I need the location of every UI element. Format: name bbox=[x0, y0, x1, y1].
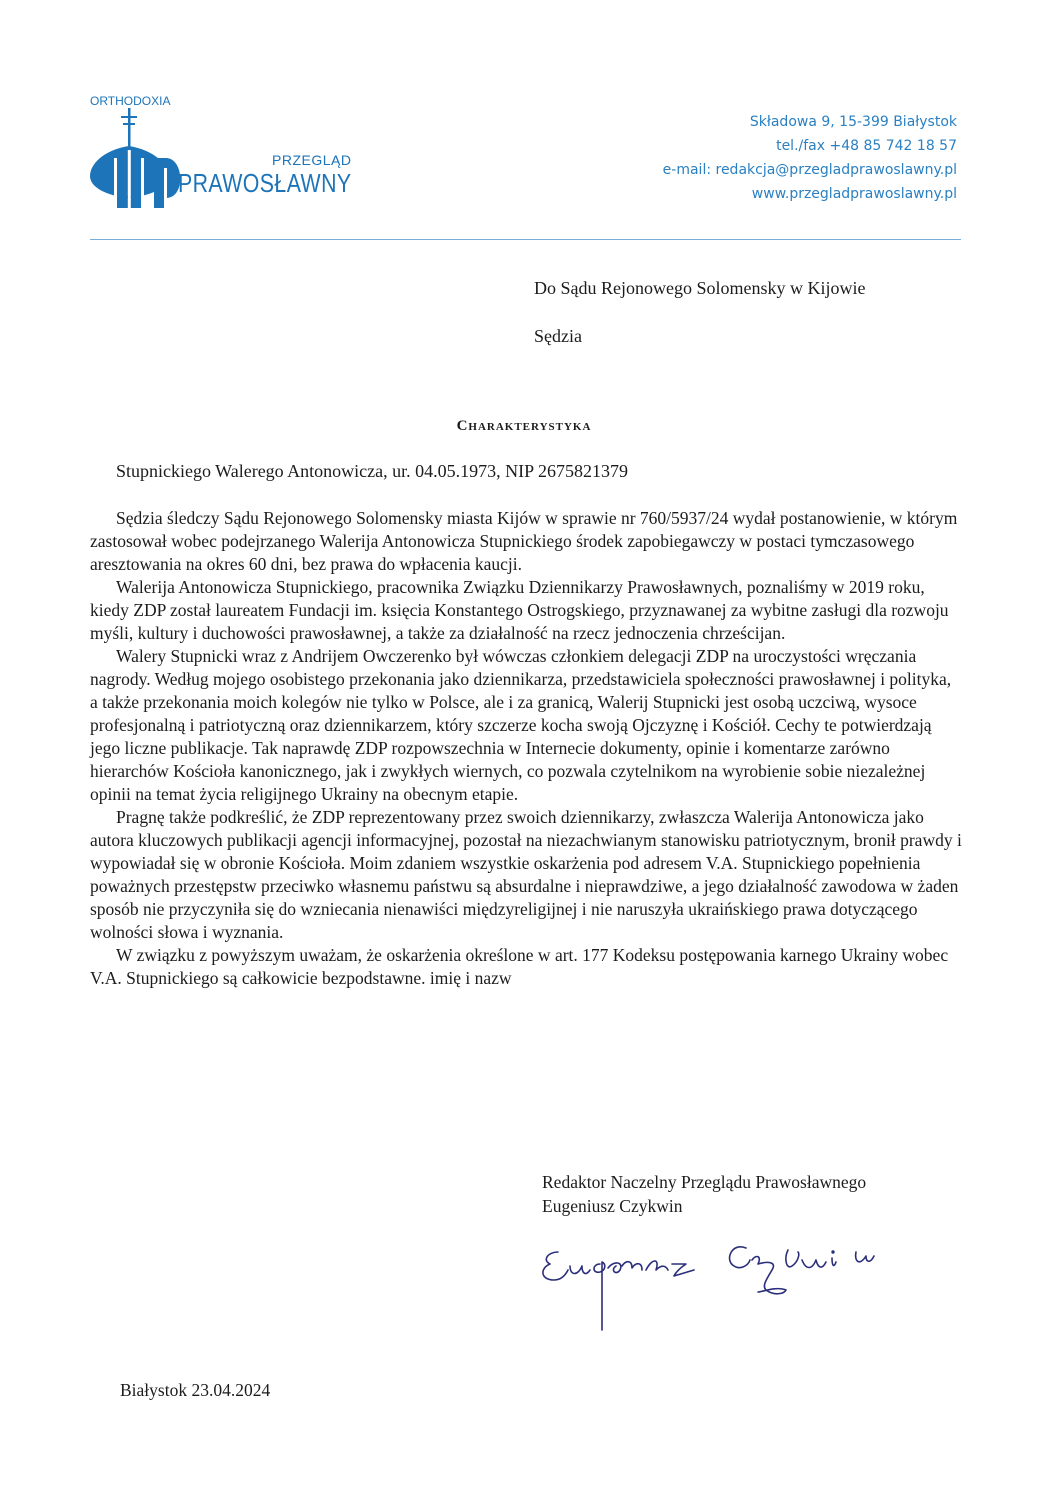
logo-prawoslawny-text: PRAWOSŁAWNY bbox=[178, 168, 352, 198]
document-subject: Stupnickiego Walerego Antonowicza, ur. 04.05.1973, NIP 2675821379 bbox=[116, 461, 628, 481]
przeglad-prawoslawny-logo bbox=[88, 92, 388, 212]
contact-phone: tel./fax +48 85 742 18 57 bbox=[776, 138, 957, 154]
body-paragraph: Sędzia śledczy Sądu Rejonowego Solomensky miasta Kijów w sprawie nr 760/5937/24 wydał postanowienie, w którym zastosował wobec podejrzanego Walerija Antonowicza Stupnickiego środek zapobiegawczy w postaci tymczasowego aresztowania na okres 60 dni, bez prawa do wpłacenia kaucji. bbox=[90, 508, 958, 574]
body-paragraph: W związku z powyższym uważam, że oskarżenia określone w art. 177 Kodeksu postępowania karnego Ukrainy wobec V.A. Stupnickiego są całkowicie bezpodstawne. imię i nazw bbox=[90, 945, 949, 988]
cross-dome-icon bbox=[88, 106, 188, 210]
contact-email[interactable]: e-mail: redakcja@przegladprawoslawny.pl bbox=[662, 162, 957, 178]
addressee-judge: Sędzia bbox=[534, 326, 582, 346]
letter-body bbox=[90, 507, 962, 990]
signatory-position: Redaktor Naczelny Przeglądu Prawosławnego bbox=[542, 1172, 867, 1192]
header-divider bbox=[90, 239, 961, 240]
body-paragraph: Walerija Antonowicza Stupnickiego, pracownika Związku Dziennikarzy Prawosławnych, poznaliśmy w 2019 roku, kiedy ZDP został laureatem Fundacji im. księcia Konstantego Ostrogskiego, przyznawanej za wybitne zasługi dla rozwoju myśli, kultury i duchowości prawosławnej, a także za działalność na rzecz jednoczenia chrześcijan. bbox=[90, 577, 949, 643]
logo-orthodoxia-text: ORTHODOXIA bbox=[90, 94, 171, 108]
closing-block bbox=[542, 1170, 866, 1218]
body-paragraph: Pragnę także podkreślić, że ZDP reprezentowany przez swoich dziennikarzy, zwłaszcza Walerija Antonowicza jako autora kluczowych publikacji agencji informacyjnej, pozostał na niezachwianym stanowisku patriotycznym, bronił prawdy i wypowiadał się w obronie Kościoła. Moim zdaniem wszystkie oskarżenia pod adresem V.A. Stupnickiego popełnienia poważnych przestępstw przeciwko własnemu państwu są absurdalne i nieprawdziwe, a jego działalność zawodowa w żaden sposób nie przyczyniła się do wzniecania nienawiści międzyreligijnej i nie naruszyła ukraińskiego prawa dotyczącego wolności słowa i wyznania. bbox=[90, 807, 962, 942]
handwritten-signature bbox=[536, 1230, 896, 1340]
logo-przeglad-text: PRZEGLĄD bbox=[272, 152, 352, 168]
signatory-name: Eugeniusz Czykwin bbox=[542, 1196, 683, 1216]
addressee-court: Do Sądu Rejonowego Solomensky w Kijowie bbox=[534, 278, 866, 298]
contact-block bbox=[663, 110, 957, 206]
document-title: Charakterystyka bbox=[456, 418, 592, 434]
place-and-date: Białystok 23.04.2024 bbox=[120, 1380, 271, 1400]
contact-website[interactable]: www.przegladprawoslawny.pl bbox=[751, 186, 957, 202]
body-paragraph: Walery Stupnicki wraz z Andrijem Owczerenko był wówczas członkiem delegacji ZDP na uroczystości wręczania nagrody. Według mojego osobistego przekonania jako dziennikarza, przedstawiciela społeczności prawosławnej i polityka, a także przekonania moich kolegów nie tylko w Polsce, ale i za granicą, Walerij Stupnicki jest osobą uczciwą, wysoce profesjonalną i patriotyczną oraz dziennikarzem, który szczerze kocha swoją Ojczyznę i Kościół. Cechy te potwierdzają jego liczne publikacje. Tak naprawdę ZDP rozpowszechnia w Internecie dokumenty, opinie i komentarze zarówno hierarchów Kościoła kanonicznego, jak i zwykłych wiernych, co pozwala czytelnikom na wyrobienie sobie niezależnej opinii na temat życia religijnego Ukrainy na obecnym etapie. bbox=[90, 646, 952, 804]
contact-address: Składowa 9, 15-399 Białystok bbox=[749, 114, 957, 130]
addressee-block bbox=[534, 276, 865, 372]
